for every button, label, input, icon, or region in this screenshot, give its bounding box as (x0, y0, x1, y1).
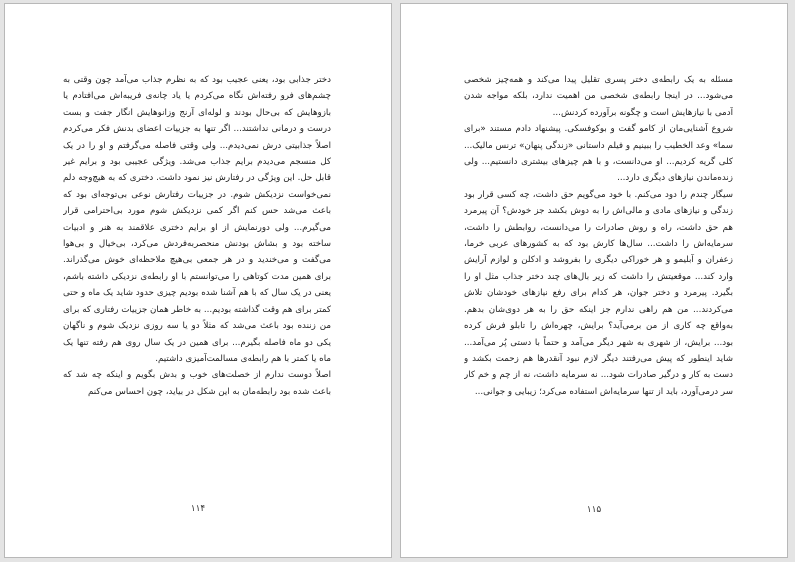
right-page (400, 3, 788, 558)
paragraph: اصلاً دوست ندارم از خصلت‌های خوب و بدش بگویم و اینکه چه شد که باعث شده بود رابطه‌مان به این شکل در بیاید، چون احساس می‌کنم (63, 370, 331, 397)
paragraph: سیگار چندم را دود می‌کنم. با خود می‌گویم حق داشت، چه کسی قرار بود زندگی و نیازهای مادی و مالی‌اش را به دوش بکشد جز خودش؟ آن پیرمرد هم حق داشت، راه و روش صادرات را می‌دانست، روابطش را داشت، سرمایه‌اش را داشت... سال‌ها کارش بود که به کشورهای عربی خرما، زعفران و آبلیمو و هر خوراکی دیگری را بفروشد و ادکلن و لوازم آرایش وارد کند... موقعیتش را داشت که زیر بال‌های چند دختر جذاب مثل او را بگیرد. پیرمرد و دختر جوان، هر کدام برای رفع نیازهای خودشان تلاش می‌کردند... من هم راهی ندارم جز اینکه حق را به هر دوی‌شان بدهم. به‌واقع چه کاری از من برمی‌آید؟ برایش، چهره‌اش را تابلو فرش کرده بود... برایش، از شهری به شهر دیگر می‌آمد و حتماً با دستی پُر می‌آمد... شاید اینطور که پیش می‌رفتند دیگر لازم نبود آنقدرها هم زحمت بکشد و دست به کار و درگیر صادرات شود... نه سرمایه داشت، نه از چم و خم کار سر درمی‌آورد، باید از تنها سرمایه‌اش استفاده می‌کرد؛ زیبایی و جوانی... (464, 189, 733, 397)
paragraph: دختر جذابی بود، یعنی عجیب بود که به نظرم جذاب می‌آمد چون وقتی به چشم‌های فرو رفته‌اش نگاه می‌کردم یا یاد چانه‌ی فریبه‌اش می‌افتادم یا بازوهایش که بی‌حال بودند و لوله‌ای آرنج وزانوهایش انگار جفت و بست درست و درمانی نداشتند... اگر تنها به جزییات اعضای بدنش فکر می‌کردم اصلاً جذابیتی درش نمی‌دیدم... ولی وقتی فاصله می‌گرفتم و او را در یک کل منسجم می‌دیدم برایم جذاب می‌شد. ویژگی عجیبی بود و برایم غیر قابل حل. این ویژگی در رفتارش نیز نمود داشت. دختری که به هیچ‌وجه دلم نمی‌خواست نزدیکش شوم. در جزییات رفتارش نوعی بی‌توجه‌ای بود که باعث می‌شد حس کنم اگر کمی نزدیکش شوم مورد بی‌احترامی قرار می‌گیرم... ولی دورنمایش از او برایم دختری علاقمند به هنر و ادبیات ساخته بود و بشاش بودنش منحصربه‌فردش می‌کرد، بی‌خیال و بی‌هوا می‌گفت و می‌خندید و در هر جمعی بی‌هیچ ملاحظه‌ای خوش می‌گذراند. برای همین مدت کوتاهی را می‌توانستم با او رابطه‌ی نزدیکی داشته باشم، یعنی در یک سال که با هم آشنا شده بودیم چیزی حدود شاید یک ماه و حتی کمتر برای هم وقت گذاشته بودیم... به خاطر همان جزییات رفتاری که برای من زننده بود باعث می‌شد که مثلاً دو یا سه روزی نزدیک شوم و ناگهان یکی دو ماه فاصله بگیرم... برای همین در یک سال روی هم رفته تنها یک ماه یا کمتر با هم رابطه‌ی مسالمت‌آمیزی داشتیم. (63, 75, 331, 364)
page-number: ۱۱۴ (190, 504, 206, 514)
paragraph: مسئله به یک رابطه‌ی دختر پسری تقلیل پیدا می‌کند و همه‌چیز شخصی می‌شود... در اینجا رابطه‌ی شخصی من اهمیت ندارد، بلکه مواجه شدن آدمی با نیازهایش است و چگونه برآورده کردنش... (464, 75, 733, 118)
right-page-text (464, 72, 733, 484)
paragraph: شروع آشنایی‌مان از کامو گفت و بوکوفسکی. پیشنهاد دادم مستند «برای سما» وعد الخطیب را ببینیم و فیلم داستانی «زندگی پنهان» ترنس مالیک... کلی گریه کردیم... او می‌دانست، و با هم چیزهای بیشتری دانستیم... ولی زنده‌ماندن نیازهای دیگری دارد... (464, 124, 733, 184)
page-number: ۱۱۵ (586, 505, 602, 515)
left-page-text (63, 72, 331, 494)
left-page (4, 3, 392, 558)
